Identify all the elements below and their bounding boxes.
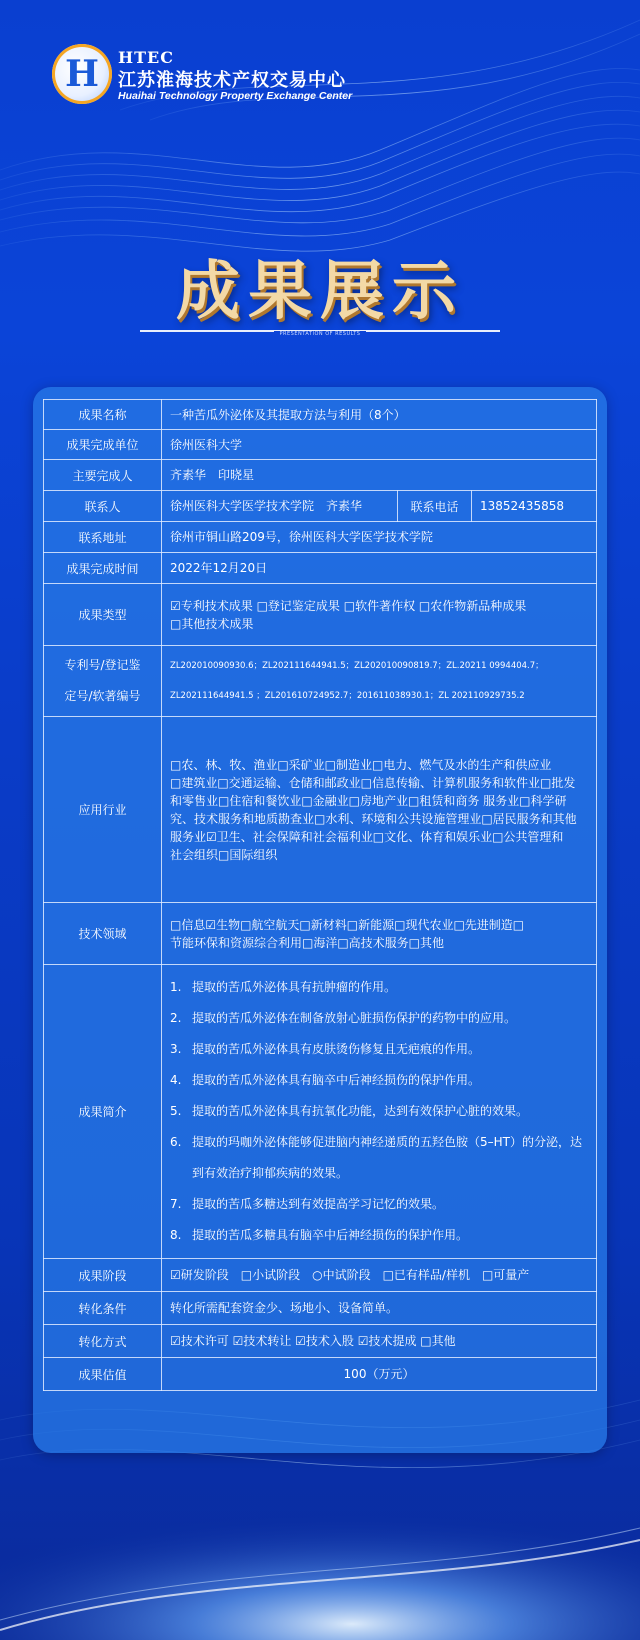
table-row: 成果估值 100（万元） — [44, 1358, 597, 1391]
page-subtitle: PRESENTATION OF RESULTS — [274, 331, 367, 337]
table-row: 转化条件 转化所需配套资金少、场地小、设备简单。 — [44, 1292, 597, 1325]
table-row: 转化方式 ☑技术许可 ☑技术转让 ☑技术入股 ☑技术提成 □其他 — [44, 1325, 597, 1358]
table-row: 成果完成时间 2022年12月20日 — [44, 553, 597, 584]
table-row: 应用行业 □农、林、牧、渔业□采矿业□制造业□电力、燃气及水的生产和供应业 □建筑业□交通运输、仓储和邮政业□信息传输、计算机服务和软件业□批发 和零售业□住宿和餐饮业□金融业□房地产业□租赁和商务 服务业□科学研 究、技术服务和地质勘查业□水利、环境和公共设施管理业□居民服务和其他 服务业☑卫生、社会保障和社会福利业□文化、体育和娱乐业□公共管理和 社会组织□国际组织 — [44, 717, 597, 903]
brand-name-en: Huaihai Technology Property Exchange Center — [118, 90, 353, 102]
brand-header — [52, 44, 392, 114]
table-row: 成果完成单位 徐州医科大学 — [44, 430, 597, 460]
table-row: 专利号/登记鉴 定号/软著编号 ZL202010090930.6；ZL202111644941.5；ZL202010090819.7；ZL.20211 0994404.7； ZL202111644941.5 ；ZL201610724952.7；201611038930.1；ZL 202110929735.2 — [44, 646, 597, 717]
bottom-glow — [0, 1480, 640, 1640]
info-table — [43, 399, 597, 1391]
list-item: 4. 提取的苦瓜外泌体具有脑卒中后神经损伤的保护作用。 — [170, 1073, 481, 1087]
table-row: 联系人 徐州医科大学医学技术学院 齐素华 联系电话 13852435858 — [44, 491, 597, 522]
brand-abbr: HTEC — [118, 48, 174, 67]
logo-icon: H — [52, 44, 112, 104]
page-title: 成果展示 — [176, 254, 464, 329]
table-row: 成果简介 1. 提取的苦瓜外泌体具有抗肿瘤的作用。 2. 提取的苦瓜外泌体在制备放射心脏损伤保护的药物中的应用。 3. 提取的苦瓜外泌体具有皮肤烫伤修复且无疤痕的作用。 4. 提取的苦瓜外泌体具有脑卒中后神经损伤的保护作用。 5. 提取的苦瓜外泌体具有抗氧化功能，达到有效保护心脏的效果。 6. 提取的玛咖外泌体能够促进脑内神经递质的五羟色胺（5–HT）的分泌，达到有效治疗抑郁疾病的效果。 7. 提取的苦瓜多糖达到有效提高学习记忆的效果。 8. 提取的苦瓜多糖具有脑卒中后神经损伤的保护作用。 — [44, 965, 597, 1259]
table-row: 成果名称 一种苦瓜外泌体及其提取方法与利用（8个） — [44, 400, 597, 430]
intro-list — [170, 972, 588, 1251]
title-block — [0, 240, 640, 332]
list-item: 5. 提取的苦瓜外泌体具有抗氧化功能，达到有效保护心脏的效果。 — [170, 1104, 529, 1118]
table-row: 技术领域 □信息☑生物□航空航天□新材料□新能源□现代农业□先进制造□ 节能环保和资源综合利用□海洋□高技术服务□其他 — [44, 903, 597, 965]
list-item: 6. 提取的玛咖外泌体能够促进脑内神经递质的五羟色胺（5–HT）的分泌，达到有效治疗抑郁疾病的效果。 — [170, 1135, 582, 1180]
brand-name-cn: 江苏淮海技术产权交易中心 — [118, 70, 346, 91]
list-item: 3. 提取的苦瓜外泌体具有皮肤烫伤修复且无疤痕的作用。 — [170, 1042, 481, 1056]
table-row: 主要完成人 齐素华 印晓星 — [44, 460, 597, 491]
list-item: 7. 提取的苦瓜多糖达到有效提高学习记忆的效果。 — [170, 1197, 445, 1211]
table-row: 成果阶段 ☑研发阶段 □小试阶段 ○中试阶段 □已有样品/样机 □可量产 — [44, 1259, 597, 1292]
list-item: 1. 提取的苦瓜外泌体具有抗肿瘤的作用。 — [170, 980, 397, 994]
list-item: 2. 提取的苦瓜外泌体在制备放射心脏损伤保护的药物中的应用。 — [170, 1011, 517, 1025]
table-row: 联系地址 徐州市铜山路209号，徐州医科大学医学技术学院 — [44, 522, 597, 553]
list-item: 8. 提取的苦瓜多糖具有脑卒中后神经损伤的保护作用。 — [170, 1228, 469, 1242]
info-card — [33, 387, 607, 1453]
table-row: 成果类型 ☑专利技术成果 □登记鉴定成果 □软件著作权 □农作物新品种成果 □其他技术成果 — [44, 584, 597, 646]
